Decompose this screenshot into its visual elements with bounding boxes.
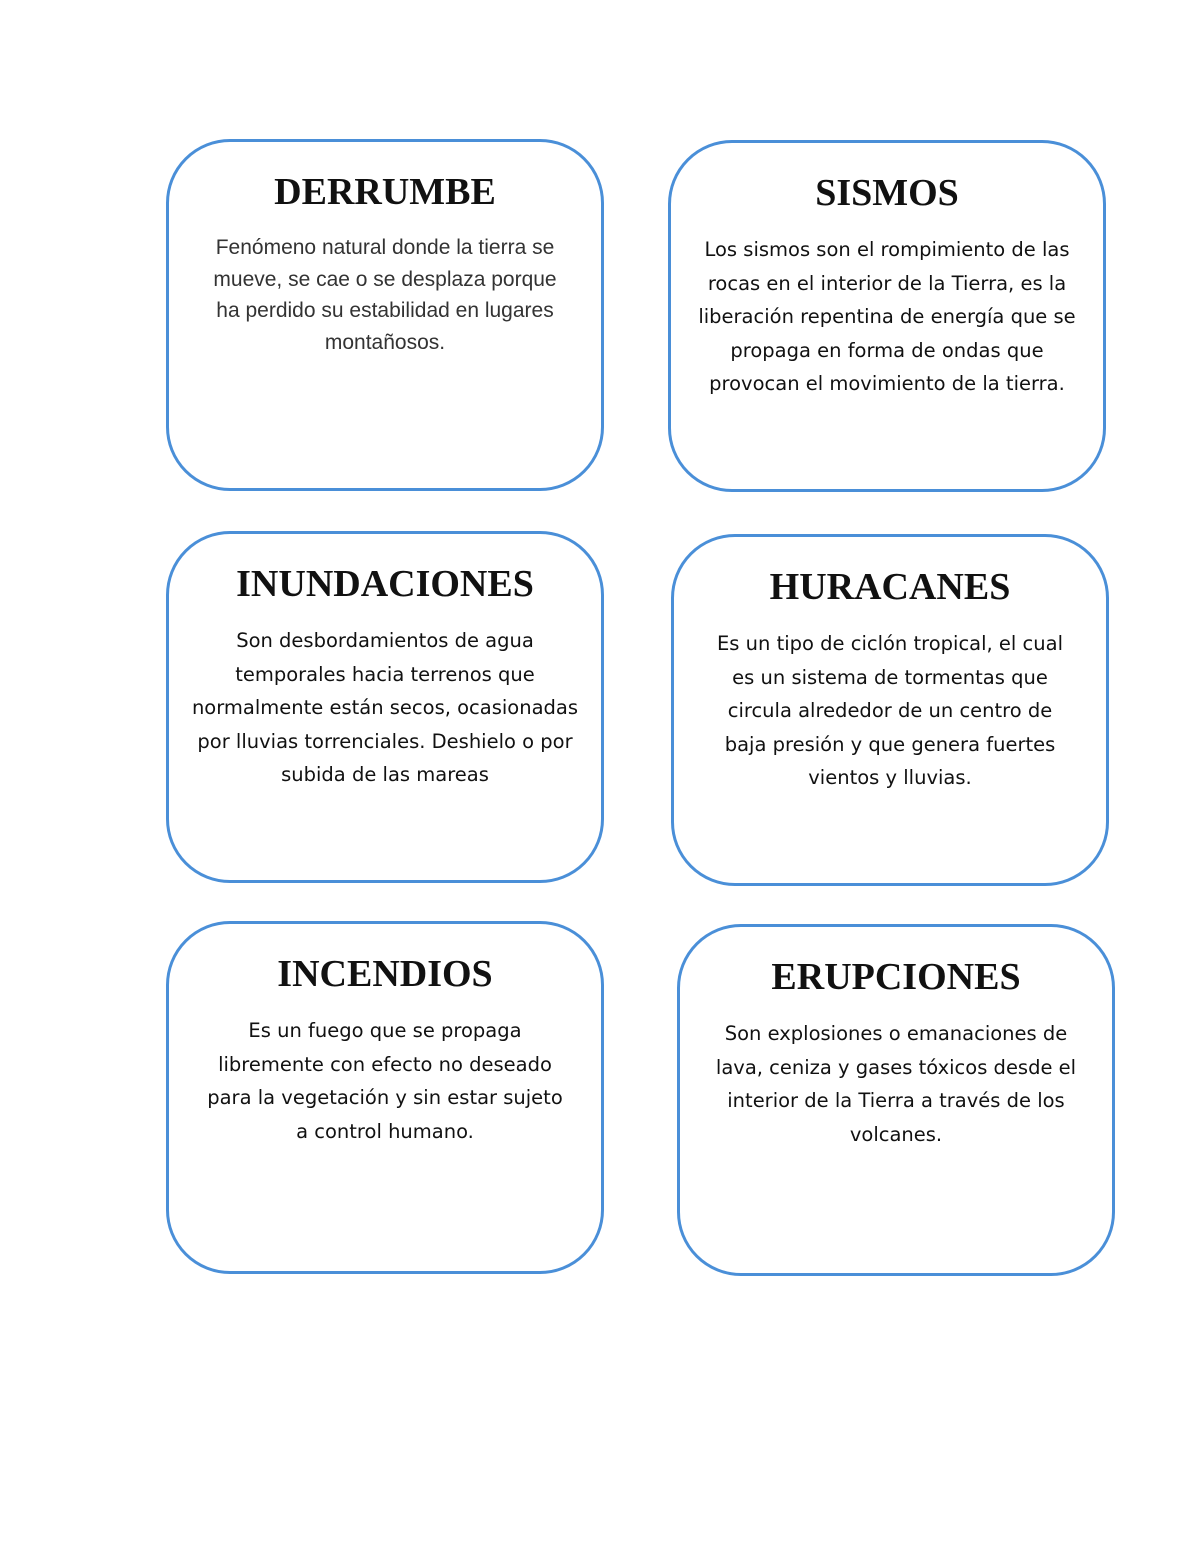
card-inundaciones (166, 531, 604, 883)
card-description: Fenómeno natural donde la tierra se mueve, se cae o se desplaza porque ha perdido su estabilidad en lugares montañosos. (213, 236, 557, 354)
card-description: Son explosiones o emanaciones de lava, ceniza y gases tóxicos desde el interior de la Tierra a través de los volcanes. (715, 1022, 1077, 1146)
card-description: Es un tipo de ciclón tropical, el cual es un sistema de tormentas que circula alrededor de un centro de baja presión y que genera fuertes vientos y lluvias. (716, 632, 1063, 789)
card-description: Son desbordamientos de agua temporales hacia terrenos que normalmente están secos, ocasionadas por lluvias torrenciales. Deshielo o por subida de las mareas (191, 629, 579, 786)
card-title: DERRUMBE (274, 171, 496, 213)
card-title: HURACANES (769, 566, 1011, 608)
card-title: SISMOS (815, 172, 959, 214)
card-title: ERUPCIONES (771, 956, 1021, 998)
card-title: INCENDIOS (277, 953, 493, 995)
card-incendios (166, 921, 604, 1274)
card-sismos (668, 140, 1106, 492)
card-description: Es un fuego que se propaga libremente con efecto no deseado para la vegetación y sin estar sujeto a control humano. (207, 1019, 563, 1143)
card-erupciones (677, 924, 1115, 1276)
card-description: Los sismos son el rompimiento de las rocas en el interior de la Tierra, es la liberación repentina de energía que se propaga en forma de ondas que provocan el movimiento de la tierra. (698, 238, 1076, 395)
card-title: INUNDACIONES (236, 563, 534, 605)
card-derrumbe (166, 139, 604, 491)
card-huracanes (671, 534, 1109, 886)
